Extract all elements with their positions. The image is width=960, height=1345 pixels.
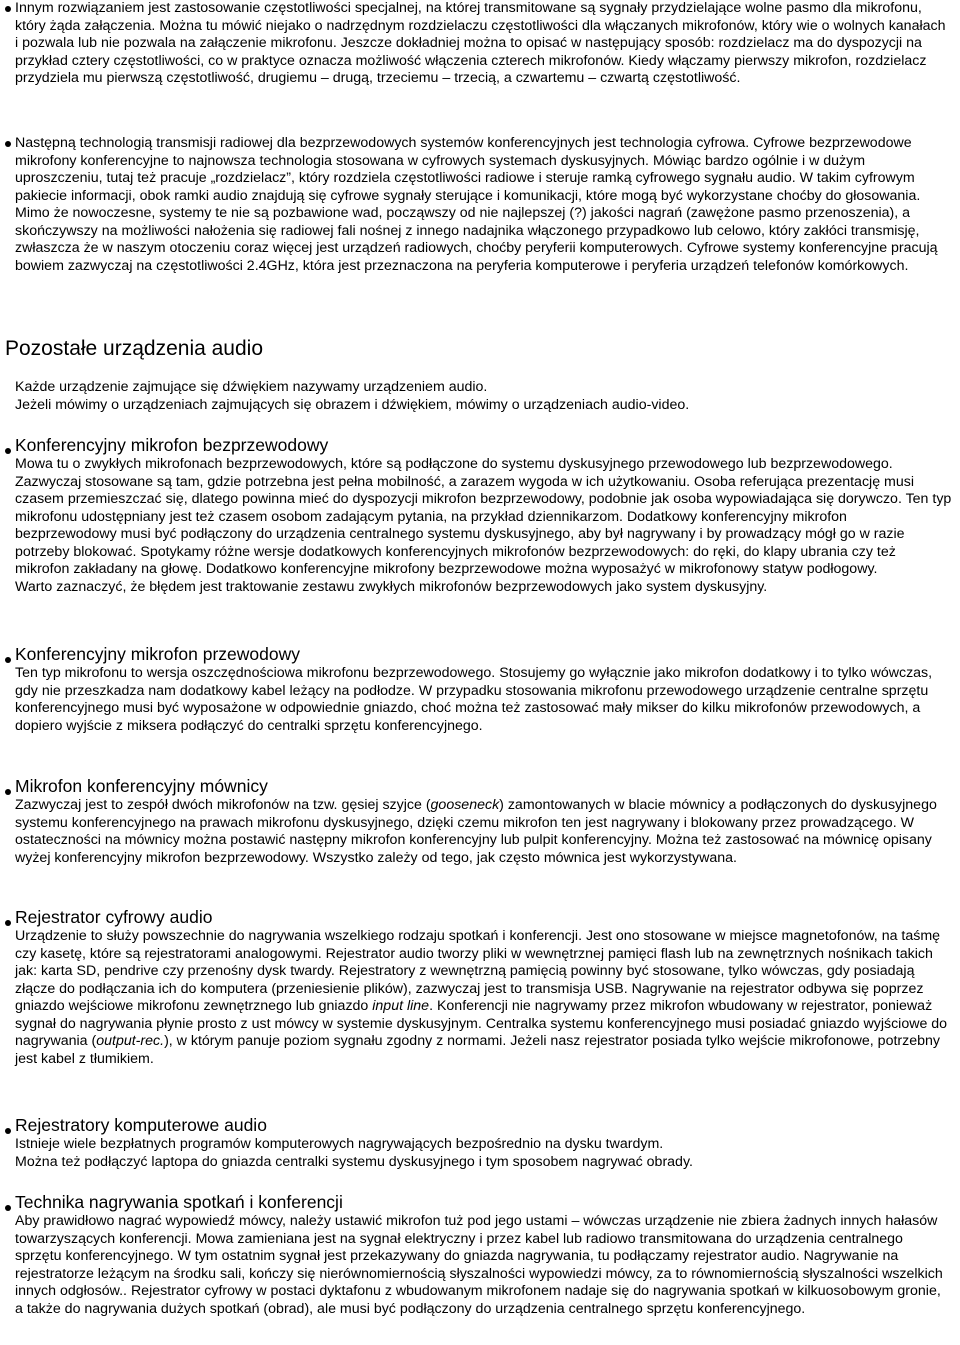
paragraph xyxy=(15,928,952,1068)
text-run: Zazwyczaj jest to zespół dwóch mikrofonów na tzw. gęsiej szyjce ( xyxy=(15,797,431,813)
item-digital-recorder xyxy=(15,907,952,1068)
item-heading: Rejestrator cyfrowy audio xyxy=(15,907,213,927)
italic-term: output-rec. xyxy=(96,1033,165,1050)
item-heading: Konferencyjny mikrofon przewodowy xyxy=(15,644,300,664)
paragraph: Istnieje wiele bezpłatnych programów komputerowych nagrywających bezpośrednio na dysku twardym. xyxy=(15,1136,664,1152)
section-intro xyxy=(15,379,952,414)
paragraph: Innym rozwiązaniem jest zastosowanie częstotliwości specjalnej, na której transmitowane są sygnały przydzielające wolne pasmo dla mikrofonu, który żąda załączenia. Można tu mówić niejako o nadrzędnym rozdzielaczu częstotliwości dla włączanych mikrofonów, który wie o wolnych kanałach i pozwala lub nie pozwala na załączenie mikrofonu. Jeszcze dokładniej można to opisać w następujący sposób: rozdzielacz ma do dyspozycji na przykład cztery częstotliwości, co w praktyce oznacza możliwość włączenia czterech mikrofonów. Kiedy włączamy pierwszy mikrofon, rozdzielacz przydziela mu pierwszą częstotliwość, drugiemu – drugą, trzeciemu – trzecią, a czwartemu – czwartą częstotliwość. xyxy=(15,0,946,87)
italic-term: gooseneck xyxy=(430,797,500,813)
text-run: Urządzenie to służy powszechnie do nagrywania wszelkiego rodzaju spotkań i konferencji. Jest ono stosowane w miejsce magnetofonów, na taśmę czy kasetę, które są rejestratorami analogowymi. Rejestrator audio tworzy pliki w wewnętrznej pamięci flash lub na zewnętrznych nośnikach takich jak: karta SD, pendrive czy przenośny dysk twardy. Rejestratory z wewnętrzną pamięcią powinny być stosowane, tylko wówczas, gdy posiadają złącze do podłączania ich do komputera (przeniesienie plików), zazwyczaj jest to transmisja USB. Nagrywanie na rejestrator odbywa się poprzez gniazdo wejściowe mikrofonu zewnętrznego lub gniazdo xyxy=(15,928,941,1015)
item-heading: Konferencyjny mikrofon bezprzewodowy xyxy=(15,435,329,455)
paragraph: Jeżeli mówimy o urządzeniach zajmujących się obrazem i dźwiękiem, mówimy o urządzeniach audio-video. xyxy=(15,396,690,413)
item-lectern-microphone xyxy=(15,776,952,867)
paragraph: Warto zaznaczyć, że błędem jest traktowanie zestawu zwykłych mikrofonów bezprzewodowych jako system dyskusyjny. xyxy=(15,578,768,595)
paragraph: Każde urządzenie zajmujące się dźwiękiem nazywamy urządzeniem audio. xyxy=(15,379,488,395)
paragraph: Następną technologią transmisji radiowej dla bezprzewodowych systemów konferencyjnych jest technologia cyfrowa. Cyfrowe bezprzewodowe mikrofony konferencyjne to najnowsza technologia stosowana w cyfrowych systemach dyskusyjnych. Mówiąc bardzo ogólnie i w dużym uproszczeniu, tutaj też pracuje „rozdzielacz”, który rozdziela częstotliwości radiowe i steruje ramką cyfrowego sygnału audio. W takim cyfrowym pakiecie informacji, obok ramki audio znajdują się cyfrowe sygnały sterujące i komunikacji, które mogą być wykorzystane choćby do głosowania. Mimo że nowoczesne, systemy te nie są pozbawione wad, począwszy od nie najlepszej (?) jakości nagrań (zawężone pasmo przenoszenia), a skończywszy na możliwości nałożenia się radiowej fali nośnej z innego nadajnika włączonego przypadkowo lub celowo, który zakłóci transmisję, zwłaszcza że w naszym otoczeniu coraz więcej jest urządzeń radiowych, choćby peryferii komputerowych. Cyfrowe systemy konferencyjne pracują bowiem zazwyczaj na częstotliwości 2.4GHz, która jest przeznaczona na peryferia komputerowe i peryferia urządzeń telefonów komórkowych. xyxy=(15,135,938,274)
text-run: ), w którym panuje poziom sygnału zgodny z normami. Jeżeli nasz rejestrator posiada tylko wejście mikrofonowe, potrzebny jest kabel z tłumikiem. xyxy=(15,1033,940,1067)
paragraph: Ten typ mikrofonu to wersja oszczędnościowa mikrofonu bezprzewodowego. Stosujemy go wyłącznie jako mikrofon dodatkowy i to tylko wówczas, gdy nie przeszkadza nam dodatkowy kabel leżący na podłodze. W przypadku stosowania mikrofonu przewodowego urządzenie centralne sprzętu konferencyjnego musi być wyposażone w odpowiednie gniazdo, choć można też zastosować mały mikser do kilku mikrofonów przewodowych, a dopiero wyjście z miksera podłączyć do centralki sprzętu konferencyjnego. xyxy=(15,665,933,734)
item-computer-recorders xyxy=(15,1115,952,1171)
item-heading: Technika nagrywania spotkań i konferencji xyxy=(15,1192,343,1212)
item-recording-technique xyxy=(15,1192,952,1318)
italic-term: input line xyxy=(372,998,430,1015)
item-wired-microphone xyxy=(15,644,952,735)
text-run: ) zamontowanych w blacie mównicy a podłączonych do dyskusyjnego systemu konferencyjnego na prawach mikrofonu dyskusyjnego, dzięki czemu mikrofon ten jest nagrywany i blokowany przez prowadzącego. W ostateczności na mównicy można postawić następny mikrofon konferencyjny lub pulpit konferencyjny. Można też zastosować na mównicę opisany wyżej konferencyjny mikrofon bezprzewodowy. Wszystko zależy od tego, jak często mównica jest wykorzystywana. xyxy=(15,797,937,866)
item-heading: Rejestratory komputerowe audio xyxy=(15,1115,267,1135)
paragraph: Mowa tu o zwykłych mikrofonach bezprzewodowych, które są podłączone do systemu dyskusyjnego przewodowego lub bezprzewodowego. Zazwyczaj stosowane są tam, gdzie potrzebna jest pełna mobilność, a zarazem wygoda w ich użytkowaniu. Osoba referująca prezentację musi czasem przemieszczać się, dlatego powinna mieć do dyspozycji mikrofon bezprzewodowy, podobnie jak osoba wypowiadająca się dorywczo. Ten typ mikrofonu udostępniany jest też czasem osobom zadającym pytania, na przykład dziennikarzom. Dodatkowy konferencyjny mikrofon bezprzewodowy musi być podłączony do urządzenia centralnego systemu dyskusyjnego, aby był nagrywany i by prowadzący mógł go w razie potrzeby blokować. Spotykamy różne wersje dodatkowych konferencyjnych mikrofonów bezprzewodowych: do ręki, do klapy ubrania czy też mikrofon zakładany na głowę. Dodatkowo konferencyjne mikrofony bezprzewodowe można wyposażyć w mikrofonowy statyw podłogowy. xyxy=(15,456,952,578)
item-heading: Mikrofon konferencyjny mównicy xyxy=(15,776,268,796)
paragraph xyxy=(15,797,952,867)
paragraph: Aby prawidłowo nagrać wypowiedź mówcy, należy ustawić mikrofon tuż pod jego ustami – wówczas urządzenie nie zbiera żadnych innych hałasów towarzyszących konferencji. Mowa zamieniana jest na sygnał elektryczny i przez kabel lub radiowo transmitowana do urządzenia centralnego sprzętu konferencyjnego. W tym ostatnim sygnał jest przekazywany do gniazda nagrywania, tu podłączamy rejestrator audio. Nagrywanie na rejestratorze leżącym na środku sali, kończy się nierównomiernością słyszalności wypowiedzi mówcy, za to równomiernością słyszalności wszelkich innych odgłosów.. Rejestrator cyfrowy w postaci dyktafonu z wbudowanym mikrofonem nadaje się do nagrywania spotkań w kilkuosobowym gronie, a także do nagrywania dużych spotkań (obrad), ale musi być podłączony do urządzenia centralnego sprzętu konferencyjnego. xyxy=(15,1213,943,1317)
section-title: Pozostałe urządzenia audio xyxy=(5,337,264,360)
intro-bullet-1 xyxy=(15,0,952,88)
intro-bullet-2 xyxy=(15,135,952,275)
item-wireless-microphone xyxy=(15,435,952,596)
text-run: . Konferencji nie nagrywamy przez mikrofon wbudowany w rejestrator, ponieważ sygnał do nagrywania płynie prosto z ust mówcy w systemie dyskusyjnym. Centralka systemu konferencyjnego musi posiadać gniazdo wyjściowe do nagrywania ( xyxy=(15,998,948,1050)
paragraph: Można też podłączyć laptopa do gniazda centralki systemu dyskusyjnego i tym sposobem nagrywać obrady. xyxy=(15,1153,693,1170)
